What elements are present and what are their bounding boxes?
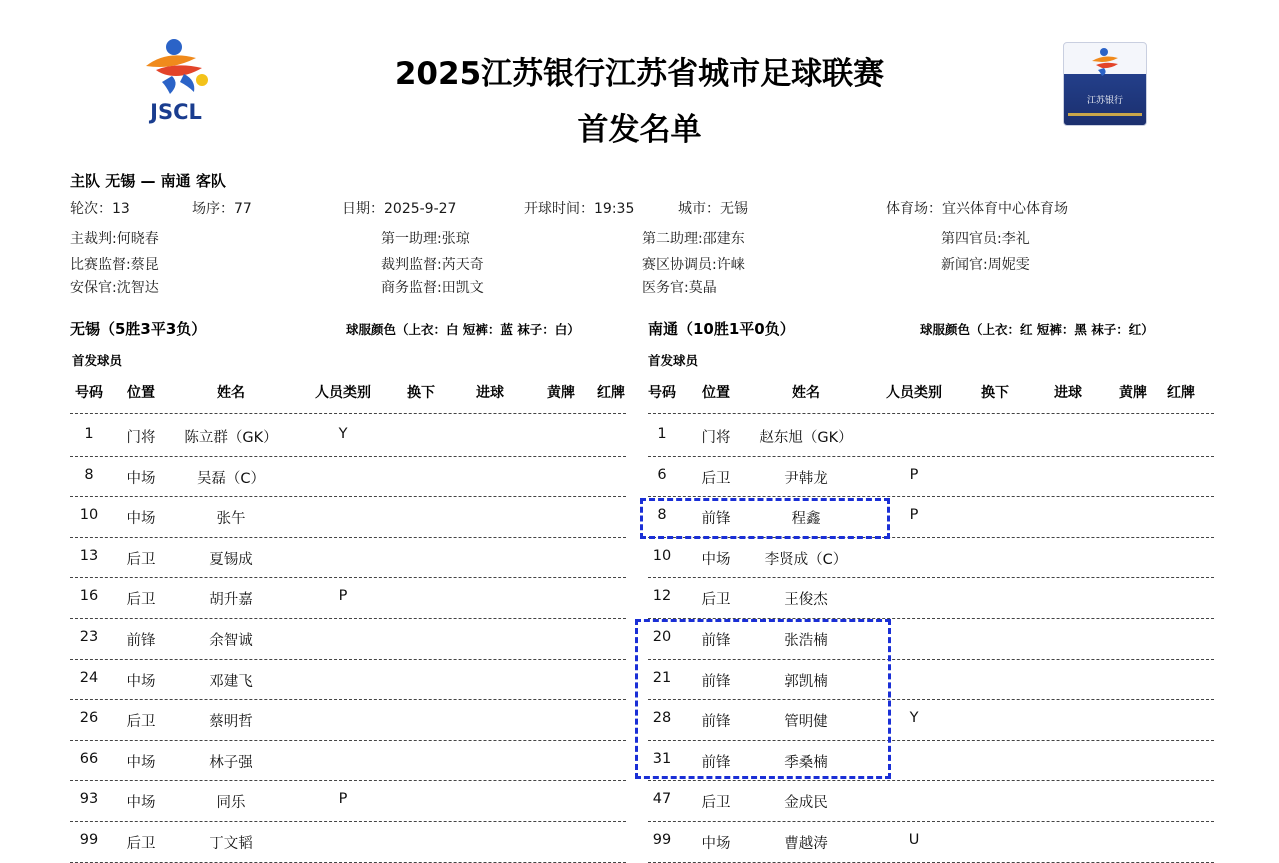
away-row-divider — [648, 577, 1214, 578]
home-header-7: 红牌 — [597, 385, 625, 401]
home-player-cat: P — [338, 791, 348, 808]
home-player-name: 吴磊（C） — [196, 470, 266, 487]
home-row-divider — [70, 577, 626, 578]
away-row-divider — [648, 862, 1214, 863]
home-player-pos: 后卫 — [126, 551, 156, 568]
highlight-box-forwards — [635, 619, 891, 779]
away-player-no: 20 — [652, 629, 672, 645]
press-officer: 新闻官:周妮雯 — [941, 257, 1030, 273]
fourth-official: 第四官员:李礼 — [941, 231, 1030, 247]
home-player-no: 66 — [79, 750, 99, 767]
home-row-divider — [70, 618, 626, 619]
away-player-pos: 后卫 — [701, 592, 731, 609]
home-player-cat: P — [338, 588, 348, 605]
home-header-3: 人员类别 — [315, 385, 371, 401]
city: 城市：无锡 — [678, 201, 748, 217]
away-starters-label: 首发球员 — [648, 353, 699, 368]
home-kit-colors: 球服颜色（上衣：白 短裤：蓝 袜子：白） — [346, 322, 580, 337]
away-header-0: 号码 — [648, 385, 676, 401]
home-player-name: 邓建飞 — [209, 673, 253, 690]
away-header-6: 黄牌 — [1119, 385, 1147, 401]
away-player-name: 程鑫 — [791, 511, 821, 528]
kickoff-time: 开球时间：19:35 — [524, 201, 635, 217]
away-player-no: 10 — [652, 547, 672, 564]
home-header-2: 姓名 — [217, 385, 245, 401]
home-player-name: 胡升嘉 — [209, 592, 253, 609]
away-player-pos: 前锋 — [701, 714, 731, 731]
away-header-1: 位置 — [702, 385, 730, 401]
teams-line: 主队 无锡 — 南通 客队 — [70, 172, 226, 190]
highlight-box-player-8 — [640, 498, 890, 539]
medical-officer: 医务官:莫晶 — [642, 280, 717, 296]
home-player-no: 93 — [79, 791, 99, 808]
home-row-divider — [70, 537, 626, 538]
home-row-divider — [70, 496, 626, 497]
away-player-name: 曹越涛 — [784, 836, 828, 852]
away-player-name: 季桑楠 — [784, 754, 828, 771]
security-officer: 安保官:沈智达 — [70, 280, 159, 296]
away-player-no: 47 — [652, 791, 672, 808]
league-emblem-icon — [1064, 45, 1146, 77]
referee: 主裁判:何晓春 — [70, 231, 159, 247]
away-player-pos: 前锋 — [701, 511, 731, 528]
away-player-cat: U — [908, 832, 920, 848]
home-player-cat: Y — [338, 426, 348, 442]
away-player-pos: 前锋 — [701, 754, 731, 771]
away-kit-colors: 球服颜色（上衣：红 短裤：黑 袜子：红） — [920, 322, 1154, 337]
away-player-name: 尹韩龙 — [784, 470, 828, 487]
bank-logo — [1063, 42, 1147, 126]
away-player-name: 管明健 — [784, 714, 828, 731]
match-date: 日期：2025-9-27 — [342, 201, 457, 217]
home-player-pos: 门将 — [126, 430, 156, 446]
away-player-no: 31 — [652, 750, 672, 767]
away-player-no: 28 — [652, 710, 672, 727]
page-title: 2025江苏银行江苏省城市足球联赛 — [394, 56, 885, 92]
away-player-cat: P — [909, 466, 919, 483]
away-player-pos: 前锋 — [701, 633, 731, 649]
away-player-no: 21 — [652, 669, 672, 686]
away-player-cat: P — [909, 507, 919, 524]
home-player-no: 16 — [79, 588, 99, 605]
away-header-5: 进球 — [1054, 385, 1082, 401]
away-header-3: 人员类别 — [886, 385, 942, 401]
assistant-referee-1: 第一助理:张琼 — [381, 231, 470, 247]
away-player-name: 郭凯楠 — [784, 673, 828, 690]
home-team-title: 无锡（5胜3平3负） — [70, 320, 207, 338]
away-player-no: 12 — [652, 588, 672, 605]
away-row-divider — [648, 780, 1214, 781]
home-header-0: 号码 — [75, 385, 103, 401]
home-row-divider — [70, 659, 626, 660]
home-player-pos: 中场 — [126, 673, 156, 690]
away-team-title: 南通（10胜1平0负） — [648, 320, 795, 338]
jscl-logo-text: JSCL — [150, 100, 202, 124]
home-row-divider — [70, 740, 626, 741]
away-player-no: 6 — [657, 466, 667, 483]
home-player-name: 林子强 — [209, 754, 253, 771]
home-player-name: 丁文韬 — [209, 836, 253, 852]
home-header-5: 进球 — [476, 385, 504, 401]
assistant-referee-2: 第二助理:邵建东 — [642, 231, 745, 247]
away-player-name: 王俊杰 — [784, 592, 828, 609]
home-header-6: 黄牌 — [547, 385, 575, 401]
away-player-name: 张浩楠 — [784, 633, 828, 649]
home-player-no: 1 — [84, 426, 94, 442]
venue-coordinator: 赛区协调员:许崃 — [642, 257, 745, 273]
match-number: 场序：77 — [192, 201, 252, 217]
home-player-pos: 后卫 — [126, 714, 156, 731]
home-player-no: 8 — [84, 466, 94, 483]
away-player-pos: 中场 — [701, 836, 731, 852]
home-player-name: 陈立群（GK） — [184, 430, 278, 446]
away-player-pos: 后卫 — [701, 795, 731, 812]
away-player-name: 李贤成（C） — [764, 551, 848, 568]
home-player-pos: 后卫 — [126, 836, 156, 852]
home-row-divider — [70, 456, 626, 457]
away-player-no: 8 — [657, 507, 667, 524]
home-row-divider — [70, 780, 626, 781]
bank-logo-text: 江苏银行 — [1086, 96, 1123, 106]
home-player-name: 余智诚 — [209, 633, 253, 649]
home-player-name: 夏锡成 — [209, 551, 253, 568]
away-player-no: 1 — [657, 426, 667, 442]
referee-supervisor: 裁判监督:芮天奇 — [381, 257, 484, 273]
away-player-pos: 前锋 — [701, 673, 731, 690]
away-player-name: 赵东旭（GK） — [759, 430, 853, 446]
home-player-no: 24 — [79, 669, 99, 686]
bank-logo-stripe — [1068, 113, 1142, 116]
home-header-divider — [70, 413, 626, 414]
home-row-divider — [70, 821, 626, 822]
away-player-no: 99 — [652, 832, 672, 848]
home-player-pos: 中场 — [126, 795, 156, 812]
home-player-name: 张午 — [216, 511, 246, 528]
away-player-pos: 中场 — [701, 551, 731, 568]
home-player-no: 26 — [79, 710, 99, 727]
away-player-cat: Y — [909, 710, 919, 727]
home-header-4: 换下 — [407, 385, 435, 401]
home-player-name: 同乐 — [216, 795, 246, 812]
home-player-pos: 前锋 — [126, 633, 156, 649]
home-row-divider — [70, 862, 626, 863]
home-player-pos: 中场 — [126, 511, 156, 528]
home-starters-label: 首发球员 — [72, 353, 123, 368]
page-subtitle: 首发名单 — [577, 112, 702, 148]
home-player-no: 99 — [79, 832, 99, 848]
home-player-no: 13 — [79, 547, 99, 564]
away-row-divider — [648, 456, 1214, 457]
away-player-pos: 后卫 — [701, 470, 731, 487]
home-player-name: 蔡明哲 — [209, 714, 253, 731]
home-header-1: 位置 — [127, 385, 155, 401]
home-row-divider — [70, 699, 626, 700]
home-player-no: 23 — [79, 629, 99, 645]
round: 轮次：13 — [70, 201, 130, 217]
home-player-pos: 中场 — [126, 754, 156, 771]
away-row-divider — [648, 821, 1214, 822]
home-player-no: 10 — [79, 507, 99, 524]
commercial-supervisor: 商务监督:田凯文 — [381, 280, 484, 296]
away-header-divider — [648, 413, 1214, 414]
away-player-name: 金成民 — [784, 795, 828, 812]
away-header-4: 换下 — [981, 385, 1009, 401]
home-player-pos: 中场 — [126, 470, 156, 487]
away-player-pos: 门将 — [701, 430, 731, 446]
stadium: 体育场：宜兴体育中心体育场 — [886, 201, 1068, 217]
match-supervisor: 比赛监督:蔡昆 — [70, 257, 159, 273]
home-player-pos: 后卫 — [126, 592, 156, 609]
away-header-2: 姓名 — [792, 385, 820, 401]
away-header-7: 红牌 — [1167, 385, 1195, 401]
